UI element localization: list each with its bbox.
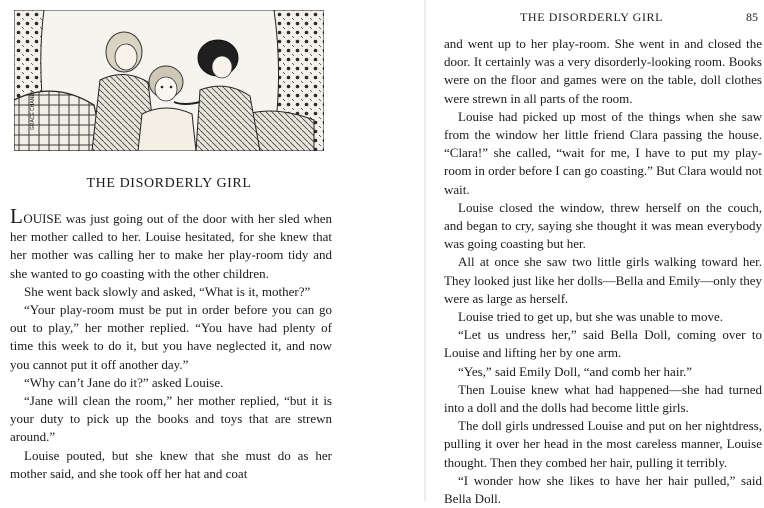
paragraph: “I wonder how she likes to have her hair pulled,” said Bella Doll. (444, 472, 762, 507)
first-word-rest: OUISE (23, 211, 62, 226)
paragraph: was just going out of the door with her sled when her mother called to her. Louise hesitated, for she knew that her mother was calling her to make her play-room tidy and she wanted to go coasting with the other children. (10, 211, 332, 281)
chapter-title: THE DISORDERLY GIRL (86, 176, 252, 191)
paragraph: The doll girls undressed Louise and put on her nightdress, pulling it over her head in the most careless manner, Louise thought. Then they combed her hair, pulling it terribly. (444, 418, 762, 470)
paragraph: “Jane will clean the room,” her mother replied, “but it is your duty to pick up the books and toys that are strewn around.” (10, 393, 332, 445)
left-page-body (10, 204, 332, 483)
left-page (0, 0, 340, 501)
paragraph: Louise tried to get up, but she was unable to move. (458, 309, 724, 325)
drop-cap: L (10, 204, 24, 228)
paragraph: Louise pouted, but she knew that she must do as her mother said, and she took off her hat and coat (10, 447, 332, 481)
illustration-signature: GRACE CHANEY (30, 89, 36, 130)
chapter-illustration (14, 10, 324, 151)
paragraph: “Let us undress her,” said Bella Doll, coming over to Louise and lifting her by one arm. (444, 327, 762, 361)
page-number: 85 (746, 10, 758, 24)
opening-paragraph (10, 204, 332, 283)
paragraph: Then Louise knew what had happened—she had turned into a doll and the dolls had become little girls. (444, 381, 762, 416)
paragraph: “Why can’t Jane do it?” asked Louise. (24, 374, 224, 390)
paragraph: Louise had picked up most of the things when she saw from the window her little friend Clara passing the house. “Clara!” she called, “wait for me, I have to put my play-room in order before I can go coasting.” But Clara would not wait. (444, 108, 762, 197)
paragraph: She went back slowly and asked, “What is it, mother?” (24, 283, 311, 299)
paragraph: “Your play-room must be put in order before you can go out to play,” her mother replied. “You have had plenty of time this week to do it, but you have neglected it, and now you cannot put it off another day.” (10, 302, 332, 372)
running-head: THE DISORDERLY GIRL (520, 10, 664, 24)
right-page-body (444, 35, 762, 508)
right-page (440, 0, 764, 507)
paragraph: Louise closed the window, threw herself on the couch, and began to cry, saying she thought it was mean everybody was going coasting but her. (444, 199, 762, 252)
paragraph: “Yes,” said Emily Doll, “and comb her hair.” (458, 363, 693, 379)
paragraph: All at once she saw two little girls walking toward her. They looked just like her dolls—Bella and Emily—only they were as large as herself. (444, 254, 762, 306)
paragraph: and went up to her play-room. She went in and closed the door. It certainly was a very disorderly-looking room. Books were on the floor and games were on the table, doll clothes were strewn in all parts of the room. (444, 36, 762, 106)
book-gutter (424, 0, 426, 501)
